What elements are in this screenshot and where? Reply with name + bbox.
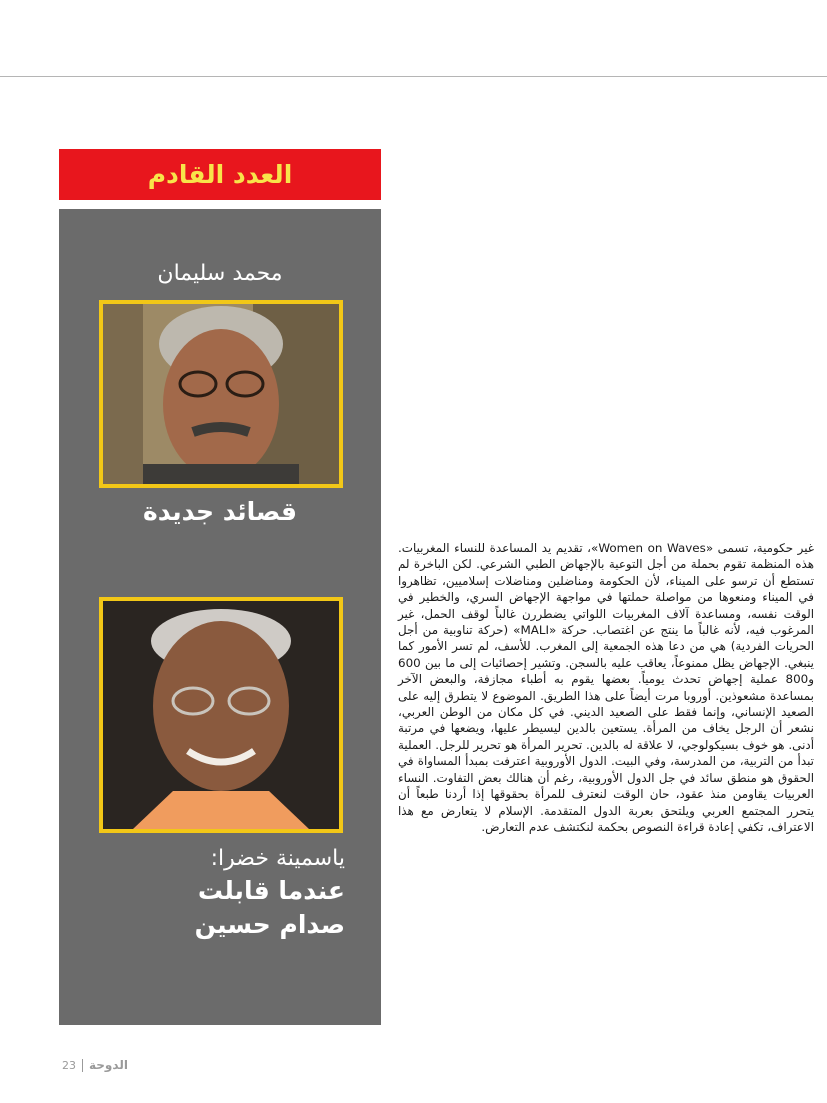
portrait-smiling-man-image — [103, 601, 339, 829]
feature2-title-line2: صدام حسين — [194, 910, 345, 939]
feature2-author: ياسمينة خضرا: — [210, 846, 345, 871]
feature1-author: محمد سليمان — [157, 261, 283, 286]
feature1-title: قصائد جديدة — [143, 497, 297, 526]
top-rule — [0, 76, 827, 77]
feature2-photo — [99, 597, 343, 833]
page-footer — [62, 1058, 128, 1072]
feature2-title-line1: عندما قابلت — [197, 876, 345, 905]
page-number: 23 — [62, 1058, 76, 1072]
feature1-photo — [99, 300, 343, 488]
feature2-title — [95, 874, 345, 942]
portrait-man-glasses-image — [103, 304, 339, 484]
article-body: غير حكومية، تسمى «Women on Waves»، تقديم يد المساعدة للنساء المغربيات. هذه المنظمة تقوم بحملة من أجل التوعية بالإجهاض الطبي الشرعي. لكن الباخرة لم تستطع أن ترسو على الميناء، لأن الحكومة ومناضلين ومناضلات إسلاميين، تظاهروا في الميناء ومنعوها من مواصلة حملتها في مواجهة الإجهاض السري، والخطير في الوقت نفسه، ومساعدة آلاف المغربيات اللواتي يضطررن غالباً لوقف الحمل، غير المرغوب فيه، لأنه غالباً ما ينتج عن اغتصاب. حركة «MALI» (حركة تناوبية من أجل الحريات الفردية) هي من دعا هذه الجمعية إلى المغرب. للأسف، لم تسر الأمور كما ينبغي. الإجهاض يظل ممنوعاً، يعاقب عليه بالسجن. وتشير إحصائيات إلى ما بين 600 و800 عملية إجهاض تحدث يومياً. بعضها يقوم به أطباء مجازفة، والبعض الآخر بمساعدة مشعوذين. أوروبا مرت أيضاً على هذا الطريق. الموضوع لا يتطرق إليه على الصعيد الإنساني، وإنما فقط على الصعيد الديني. في كل مكان من الوطن العربي، نشعر أن الرجل يخاف من المرأة. يستعين بالدين ليسيطر عليها، ويضعها في مرتبة أدنى. هو خوف بسيكولوجي، لا علاقة له بالدين. تحرير المرأة هو تحرير للرجل. العملية تبدأ من التربية، من المدرسة، وفي البيت. الدول الأوروبية اعترفت بمبدأ المساواة في الحقوق هو منطق سائد في جل الدول الأوروبية، رغم أن هنالك بعض التفاوت. النساء العربيات يقاومن منذ عقود، حان الوقت لنعترف للمرأة بحقوقها إذا أردنا طبعاً أن يتحرر المجتمع العربي ويلتحق بعربة الدول المتقدمة. الإسلام لا يتعارض مع هذا الاعتراف، تكفي إعادة قراءة النصوص بحكمة لنكتشف عدم التعارض. — [398, 541, 814, 834]
next-issue-panel — [59, 209, 381, 1025]
next-issue-banner — [59, 149, 381, 200]
banner-title: العدد القادم — [147, 160, 293, 189]
magazine-logo: الدوحة — [89, 1058, 128, 1072]
footer-divider — [82, 1059, 83, 1072]
